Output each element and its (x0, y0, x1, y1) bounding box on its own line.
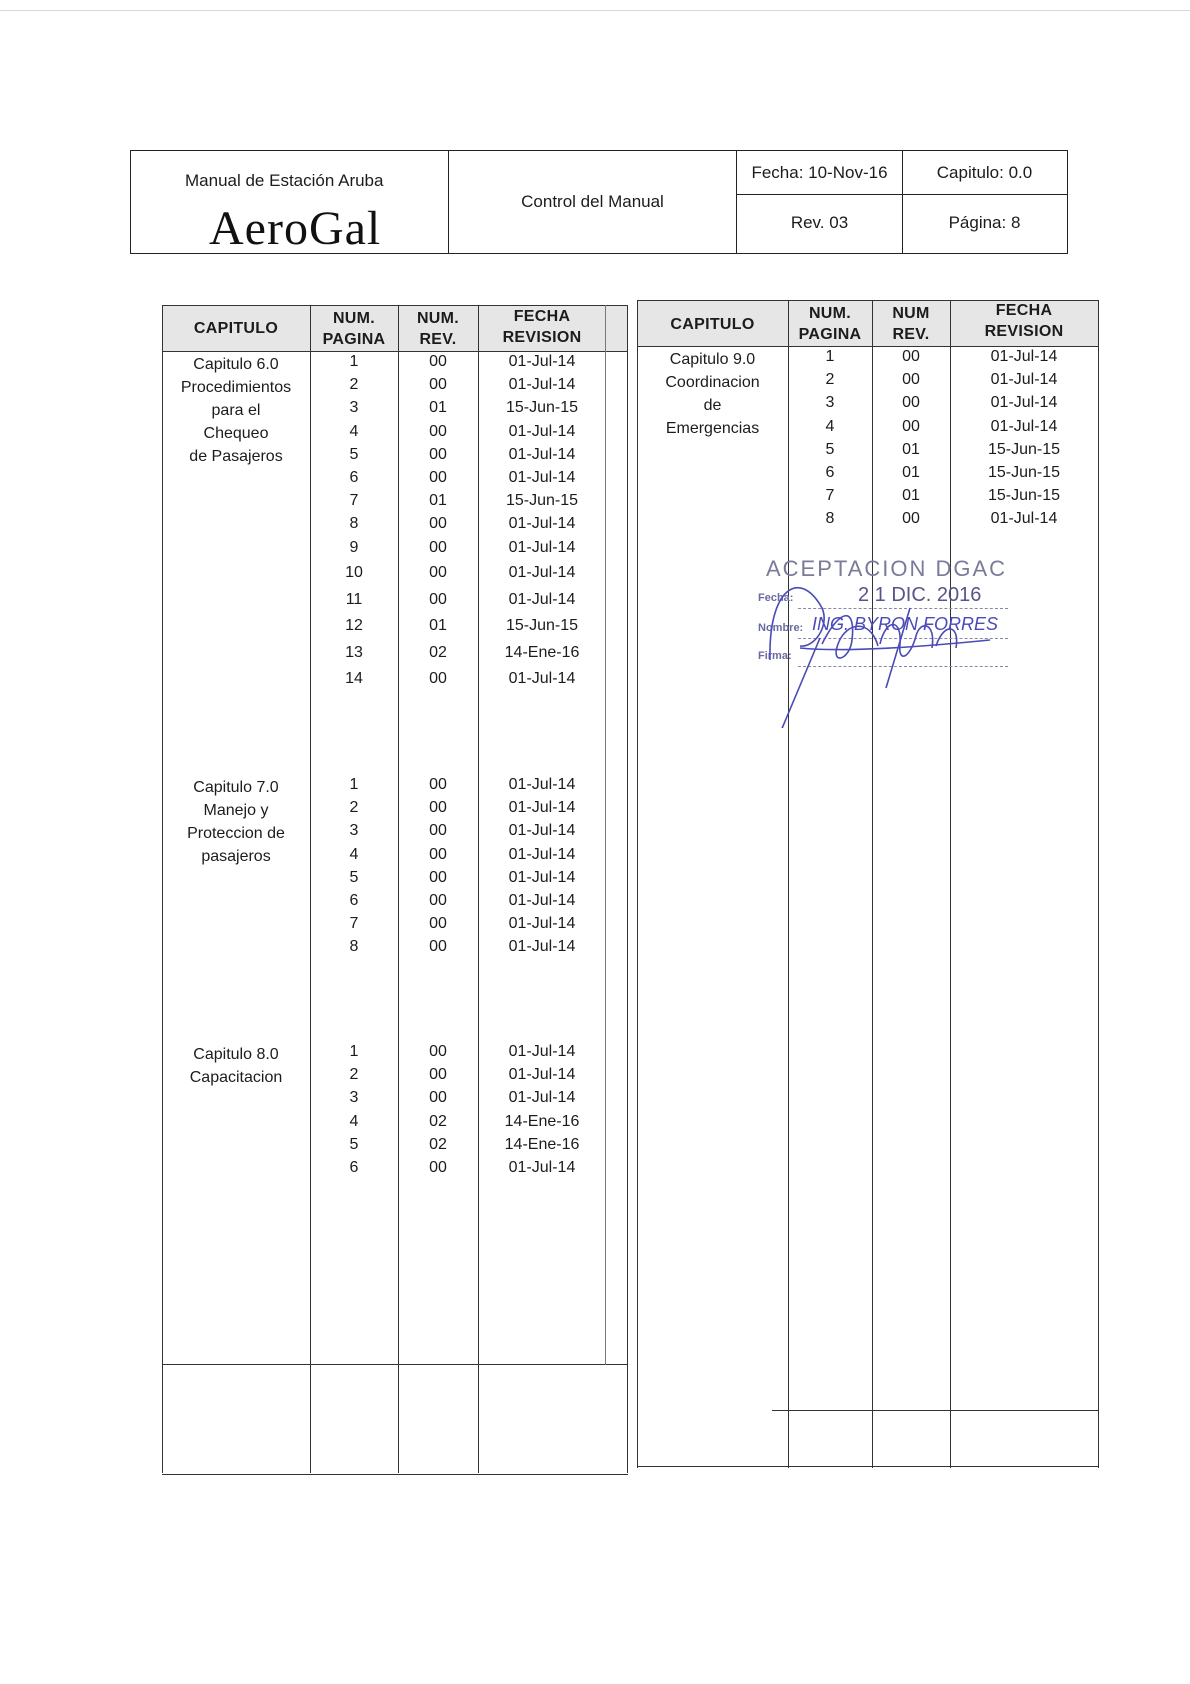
ch6-row-cell: 15-Jun-15 (505, 492, 579, 510)
ch6-row-cell: 00 (429, 376, 447, 394)
ch6-row-cell: 01-Jul-14 (508, 590, 576, 608)
ch7-row-cell: 7 (349, 915, 359, 933)
ch8-row-cell: 6 (349, 1159, 359, 1176)
ch6-row-cell: 01-Jul-14 (508, 353, 576, 370)
ch9-row-cell: 01-Jul-14 (990, 394, 1058, 412)
station-name: Manual de Estación Aruba (185, 171, 384, 190)
ch7-row-cell: 01-Jul-14 (508, 892, 576, 909)
ch9-row-cell: 01 (902, 464, 920, 481)
ch7-row-cell: 00 (429, 892, 447, 909)
ch9-row-cell: 7 (825, 487, 835, 505)
col-num-pagina-right: NUM. PAGINA (798, 305, 862, 343)
aerogal-logo: AeroGal (209, 202, 382, 255)
ch9-row-cell: 00 (902, 371, 920, 389)
ch6-row-cell: 01 (429, 399, 447, 417)
ch9-row-cell: 00 (902, 348, 920, 365)
ch6-row-cell: 00 (429, 445, 447, 463)
ch6-row-cell: 01-Jul-14 (508, 564, 576, 581)
col-num-rev-right: NUM REV. (892, 305, 930, 343)
ch8-row-cell: 00 (429, 1066, 447, 1084)
ch6-row-cell: 1 (349, 353, 359, 370)
ch7-row-cell: 5 (349, 868, 359, 886)
ch6-row-cell: 11 (345, 590, 363, 608)
stamp-nombre-label: Nombre: (758, 622, 804, 634)
ch9-row-cell: 2 (825, 371, 835, 389)
ch8-row-cell: 00 (429, 1043, 447, 1060)
ch6-row-cell: 5 (349, 445, 359, 463)
chapter-7-name: Capitulo 7.0 Manejo y Proteccion de pasajeros (187, 779, 285, 865)
ch9-row-cell: 15-Jun-15 (987, 487, 1061, 505)
ch9-row-cell: 6 (825, 464, 835, 481)
stamp-fecha-value: 2 1 DIC. 2016 (858, 584, 982, 606)
ch8-row-cell: 2 (349, 1066, 359, 1084)
ch6-row-cell: 00 (429, 590, 447, 608)
ch9-row-cell: 15-Jun-15 (987, 464, 1061, 481)
ch6-row-cell: 00 (429, 670, 447, 687)
ch9-row-cell: 3 (825, 394, 835, 412)
stamp-firma-label: Firma: (758, 650, 792, 662)
ch9-row-cell: 00 (902, 417, 920, 435)
ch6-row-cell: 01-Jul-14 (508, 670, 576, 687)
ch6-row-cell: 00 (429, 422, 447, 440)
ch7-row-cell: 00 (429, 799, 447, 817)
stamp-nombre-value: ING. BYRON FORRES (812, 614, 999, 634)
ch8-row-cell: 02 (429, 1112, 447, 1130)
ch7-row-cell: 6 (349, 892, 359, 909)
chapter-9-name: Capitulo 9.0 Coordinacion de Emergencias (665, 351, 760, 437)
ch6-row-cell: 01-Jul-14 (508, 469, 576, 486)
ch7-row-cell: 1 (349, 776, 359, 793)
ch6-row-cell: 10 (345, 564, 363, 581)
ch7-row-cell: 00 (429, 938, 447, 956)
ch6-row-cell: 6 (349, 469, 359, 486)
ch8-row-cell: 00 (429, 1159, 447, 1176)
header-fecha: Fecha: 10-Nov-16 (751, 163, 888, 182)
ch8-row-cell: 01-Jul-14 (508, 1043, 576, 1060)
ch9-row-cell: 01-Jul-14 (990, 371, 1058, 389)
col-fecha-right: FECHA REVISION (984, 302, 1064, 340)
ch9-row-cell: 01-Jul-14 (990, 417, 1058, 435)
ch7-row-cell: 01-Jul-14 (508, 845, 576, 863)
ch9-row-cell: 01 (902, 487, 920, 505)
ch6-row-cell: 01-Jul-14 (508, 515, 576, 533)
ch8-row-cell: 4 (349, 1112, 359, 1130)
ch9-row-cell: 8 (825, 510, 835, 528)
ch8-row-cell: 3 (349, 1089, 359, 1107)
ch9-row-cell: 00 (902, 394, 920, 412)
ch6-row-cell: 15-Jun-15 (505, 617, 579, 634)
ch8-row-cell: 01-Jul-14 (508, 1089, 576, 1107)
ch6-row-cell: 9 (349, 538, 359, 556)
ch6-row-cell: 14-Ene-16 (504, 643, 580, 661)
ch6-row-cell: 01-Jul-14 (508, 445, 576, 463)
ch7-row-cell: 2 (349, 799, 359, 817)
ch6-row-cell: 13 (345, 643, 363, 661)
ch8-row-cell: 01-Jul-14 (508, 1066, 576, 1084)
ch9-row-cell: 01-Jul-14 (990, 348, 1058, 365)
ch7-row-cell: 3 (349, 822, 359, 840)
stamp-title: ACEPTACION DGAC (766, 556, 1008, 581)
ch7-row-cell: 00 (429, 915, 447, 933)
ch7-row-cell: 00 (429, 822, 447, 840)
ch7-row-cell: 4 (349, 845, 359, 863)
ch9-row-cell: 00 (902, 510, 920, 528)
ch8-row-cell: 01-Jul-14 (508, 1159, 576, 1176)
ch6-row-cell: 2 (349, 376, 359, 394)
col-fecha-left: FECHA REVISION (502, 308, 582, 346)
ch6-row-cell: 7 (349, 492, 359, 510)
document-title: Control del Manual (521, 192, 664, 211)
ch8-row-cell: 14-Ene-16 (504, 1112, 580, 1130)
ch6-row-cell: 3 (349, 399, 359, 417)
ch6-row-cell: 8 (349, 515, 359, 533)
ch7-row-cell: 01-Jul-14 (508, 868, 576, 886)
revision-control-table (160, 298, 1110, 1483)
ch6-row-cell: 00 (429, 515, 447, 533)
ch6-row-cell: 15-Jun-15 (505, 399, 579, 417)
ch8-row-cell: 5 (349, 1135, 359, 1153)
header-station-cell (131, 151, 449, 253)
ch6-row-cell: 12 (345, 617, 363, 634)
chapter-6-name: Capitulo 6.0 Procedimientos para el Chequeo de Pasajeros (180, 356, 292, 465)
ch9-row-cell: 5 (825, 440, 835, 458)
ch8-row-cell: 00 (429, 1089, 447, 1107)
ch7-row-cell: 00 (429, 845, 447, 863)
header-capitulo: Capitulo: 0.0 (936, 163, 1033, 182)
ch8-row-cell: 1 (349, 1043, 359, 1060)
ch7-row-cell: 01-Jul-14 (508, 776, 576, 793)
ch9-row-cell: 01 (902, 440, 920, 458)
header-pagina: Página: 8 (948, 213, 1021, 232)
ch7-row-cell: 00 (429, 868, 447, 886)
ch8-row-cell: 14-Ene-16 (504, 1135, 580, 1153)
col-num-pagina-left: NUM. PAGINA (322, 310, 386, 348)
ch7-row-cell: 01-Jul-14 (508, 938, 576, 956)
ch6-row-cell: 02 (429, 643, 447, 661)
ch6-row-cell: 4 (349, 422, 359, 440)
ch9-row-cell: 15-Jun-15 (987, 440, 1061, 458)
document-header (130, 150, 1068, 254)
chapter-8-name: Capitulo 8.0 Capacitacion (189, 1046, 283, 1086)
ch6-row-cell: 01-Jul-14 (508, 538, 576, 556)
ch7-row-cell: 01-Jul-14 (508, 915, 576, 933)
ch9-row-cell: 01-Jul-14 (990, 510, 1058, 528)
ch6-row-cell: 01 (429, 617, 447, 634)
ch6-row-cell: 00 (429, 353, 447, 370)
col-num-rev-left: NUM. REV. (416, 310, 460, 348)
ch7-row-cell: 00 (429, 776, 447, 793)
ch6-row-cell: 00 (429, 564, 447, 581)
ch6-row-cell: 00 (429, 538, 447, 556)
header-title-cell (449, 151, 737, 253)
ch9-row-cell: 1 (825, 348, 835, 365)
ch8-row-cell: 02 (429, 1135, 447, 1153)
stamp-fecha-label: Fecha: (758, 592, 794, 604)
scan-edge-line (0, 10, 1190, 11)
header-meta-cell (737, 151, 1069, 253)
ch7-row-cell: 01-Jul-14 (508, 799, 576, 817)
ch6-row-cell: 01-Jul-14 (508, 376, 576, 394)
header-rev: Rev. 03 (790, 213, 849, 232)
ch7-row-cell: 01-Jul-14 (508, 822, 576, 840)
ch6-row-cell: 00 (429, 469, 447, 486)
handwritten-signature (760, 548, 1040, 728)
ch9-row-cell: 4 (825, 417, 835, 435)
ch6-row-cell: 14 (345, 670, 363, 687)
ch7-row-cell: 8 (349, 938, 359, 956)
col-capitulo-left: CAPITULO (193, 320, 279, 337)
col-capitulo-right: CAPITULO (670, 316, 755, 333)
ch6-row-cell: 01-Jul-14 (508, 422, 576, 440)
ch6-row-cell: 01 (429, 492, 447, 510)
